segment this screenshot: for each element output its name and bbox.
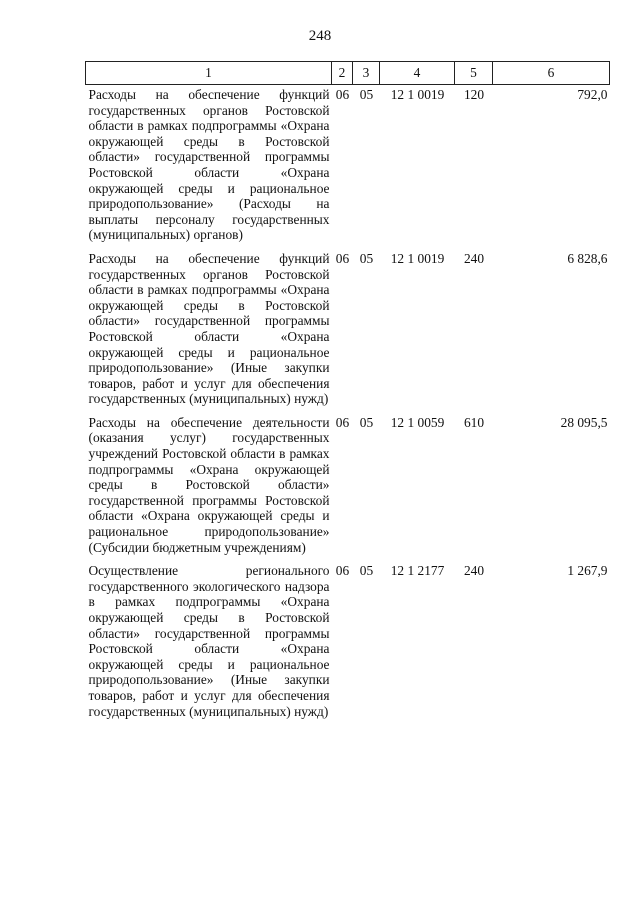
expenditure-name-cell: Расходы на обеспечение функций государственных органов Ростовской области в рамках подпрограммы «Охрана окружающей среды в Ростовской области» государственной программы Ростовской области «Охрана окружающей среды и рациональное природопользование» (Иные закупки товаров, работ и услуг для обеспечения государственных (муниципальных) нужд) [88, 250, 330, 407]
section-code-cell: 06 [335, 250, 350, 266]
column-header-6: 6 [493, 62, 610, 85]
expense-type-cell: 120 [463, 87, 485, 102]
target-article-cell: 12 1 0019 [390, 87, 445, 102]
subsection-code-cell: 05 [359, 250, 374, 266]
table-row [86, 249, 610, 413]
subsection-code-cell: 05 [359, 87, 374, 102]
section-code-cell: 06 [335, 87, 350, 102]
amount-cell: 792,0 [577, 87, 608, 102]
table-row [86, 561, 610, 725]
section-code-cell: 06 [335, 563, 350, 579]
table-row [86, 85, 610, 249]
target-article-cell: 12 1 0059 [390, 414, 445, 430]
page-number: 248 [308, 28, 332, 44]
expenditure-name-cell: Расходы на обеспечение функций государственных органов Ростовской области в рамках подпрограммы «Охрана окружающей среды в Ростовской области» государственной программы Ростовской области «Охрана окружающей среды и рациональное природопользование» (Расходы на выплаты персоналу государственных (муниципальных) органов) [88, 87, 330, 243]
amount-cell: 1 267,9 [567, 563, 608, 579]
target-article-cell: 12 1 2177 [390, 563, 445, 579]
expense-type-cell: 240 [463, 250, 485, 266]
column-header-2: 2 [332, 62, 353, 85]
target-article-cell: 12 1 0019 [390, 250, 445, 266]
column-header-4: 4 [380, 62, 455, 85]
expenditure-name-cell: Осуществление регионального государственного экологического надзора в рамках подпрограммы «Охрана окружающей среды в Ростовской области» государственной программы Ростовской области «Охрана окружающей среды и рациональное природопользование» (Иные закупки товаров, работ и услуг для обеспечения государственных (муниципальных) нужд) [88, 563, 330, 719]
expense-type-cell: 240 [463, 563, 485, 579]
section-code-cell: 06 [335, 414, 350, 430]
table-row [86, 413, 610, 561]
amount-cell: 6 828,6 [567, 250, 608, 266]
column-header-5: 5 [455, 62, 493, 85]
subsection-code-cell: 05 [359, 414, 374, 430]
subsection-code-cell: 05 [359, 563, 374, 579]
expense-type-cell: 610 [463, 414, 485, 430]
column-header-1: 1 [86, 62, 332, 85]
column-header-3: 3 [353, 62, 380, 85]
expenditure-name-cell: Расходы на обеспечение деятельности (оказания услуг) государственных учреждений Ростовской области в рамках подпрограммы «Охрана окружающей среды в Ростовской области» государственной программы Ростовской области «Охрана окружающей среды и рациональное природопользование» (Субсидии бюджетным учреждениям) [88, 414, 330, 555]
amount-cell: 28 095,5 [560, 414, 608, 430]
column-number-header-row [86, 62, 610, 85]
budget-expenditure-table [85, 61, 610, 725]
